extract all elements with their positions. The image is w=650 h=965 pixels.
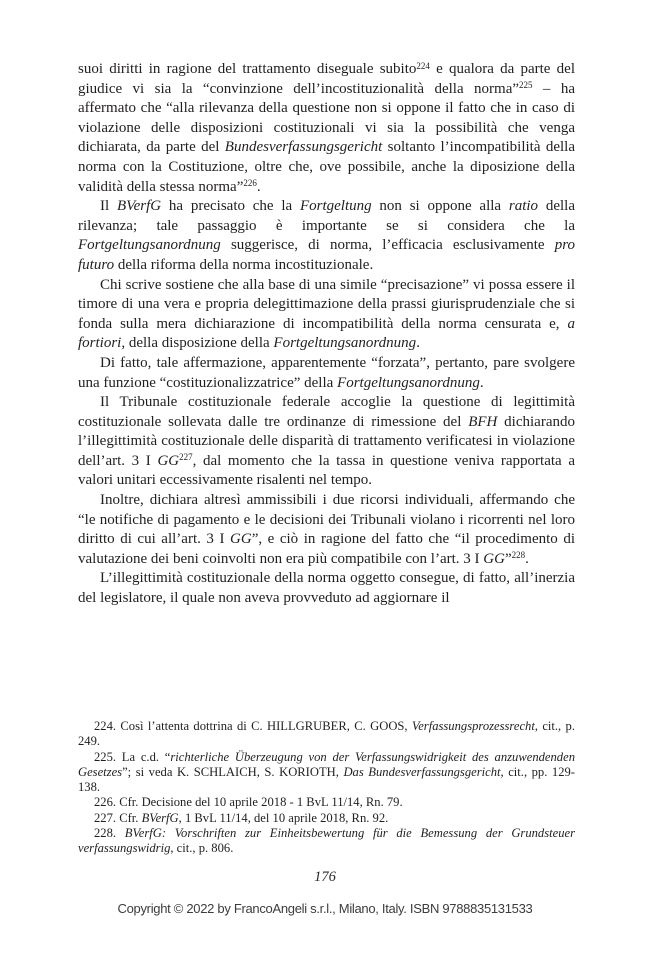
body-paragraph: Il BVerfG ha precisato che la Fortgeltung non si oppone alla ratio della rilevanza; tale passaggio è importante se si considera che la Fortgeltungsanordnung suggerisce, di norma, l’efficacia esclusivamente pro futuro della riforma della norma incostituzionale. <box>78 198 575 273</box>
body-paragraph: Di fatto, tale affermazione, apparentemente “forzata”, pertanto, pare svolgere una funzione “costituzionalizzatrice” della Fortgeltungsanordnung. <box>78 354 575 391</box>
body-paragraph: Inoltre, dichiara altresì ammissibili i due ricorsi individuali, affermando che “le notifiche di pagamento e le decisioni dei Tribunali violano i ricorrenti nel loro diritto di cui all’art. 3 I GG”, e ciò in ragione del fatto che “il procedimento di valutazione dei beni coinvolti non era più compatibile con l’art. 3 I GG”$^{228}$. <box>78 492 575 567</box>
footnote: 226. Cfr. Decisione del 10 aprile 2018 - 1 BvL 11/14, Rn. 79. <box>94 795 403 810</box>
footnote: 225. La c.d. “richterliche Überzeugung von der Verfassungswidrigkeit des anzuwendenden Gesetzes”; si veda K. SCHLAICH, S. KORIOTH, Das Bundesverfassungsgericht, cit., pp. 129-138. <box>78 749 575 795</box>
body-paragraph: Il Tribunale costituzionale federale accoglie la questione di legittimità costituzionale sollevata dalle tre ordinanze di rimessione del BFH dichiarando l’illegittimità costituzionale delle disparità di trattamento verificatesi in violazione dell’art. 3 I GG$^{227}$, dal momento che la tassa in questione veniva rapportata a valori unitari eccessivamente risalenti nel tempo. <box>78 394 575 489</box>
footnotes-section <box>78 719 575 857</box>
footnote: 227. Cfr. BVerfG, 1 BvL 11/14, del 10 aprile 2018, Rn. 92. <box>94 810 389 825</box>
copyright-line: Copyright © 2022 by FrancoAngeli s.r.l., Milano, Italy. ISBN 9788835131533 <box>117 901 533 916</box>
body-paragraph: L’illegittimità costituzionale della norma oggetto consegue, di fatto, all’inerzia del legislatore, il quale non aveva provveduto ad aggiornare il <box>78 570 575 607</box>
body-text <box>78 60 575 609</box>
body-paragraph: Chi scrive sostiene che alla base di una simile “precisazione” vi possa essere il timore di una vera e propria delegittimazione della prassi giurisprudenziale che si fonda sulla mera dichiarazione di incompatibilità della norma censurata e, a fortiori, della disposizione della Fortgeltungsanordnung. <box>78 276 575 352</box>
footnote: 228. BVerfG: Vorschriften zur Einheitsbewertung für die Bemessung der Grundsteuer verfassungswidrig, cit., p. 806. <box>78 826 575 856</box>
footnote: 224. Così l’attenta dottrina di C. HILLGRUBER, C. GOOS, Verfassungsprozessrecht, cit., p. 249. <box>78 719 575 749</box>
body-paragraph: suoi diritti in ragione del trattamento diseguale subito$^{224}$ e qualora da parte del giudice vi sia la “convinzione dell’incostituzionalità della norma”$^{225}$ – ha affermato che “alla rilevanza della questione non si oppone il fatto che in caso di violazione delle disposizioni costituzionali vi sia la possibilità che venga dichiarata, da parte del Bundesverfassungsgericht soltanto l’incompatibilità della norma con la Costituzione, oltre che, ove possibile, anche la diposizione della validità della stessa norma”$^{226}$. <box>78 60 575 195</box>
page-number: 176 <box>314 869 336 885</box>
